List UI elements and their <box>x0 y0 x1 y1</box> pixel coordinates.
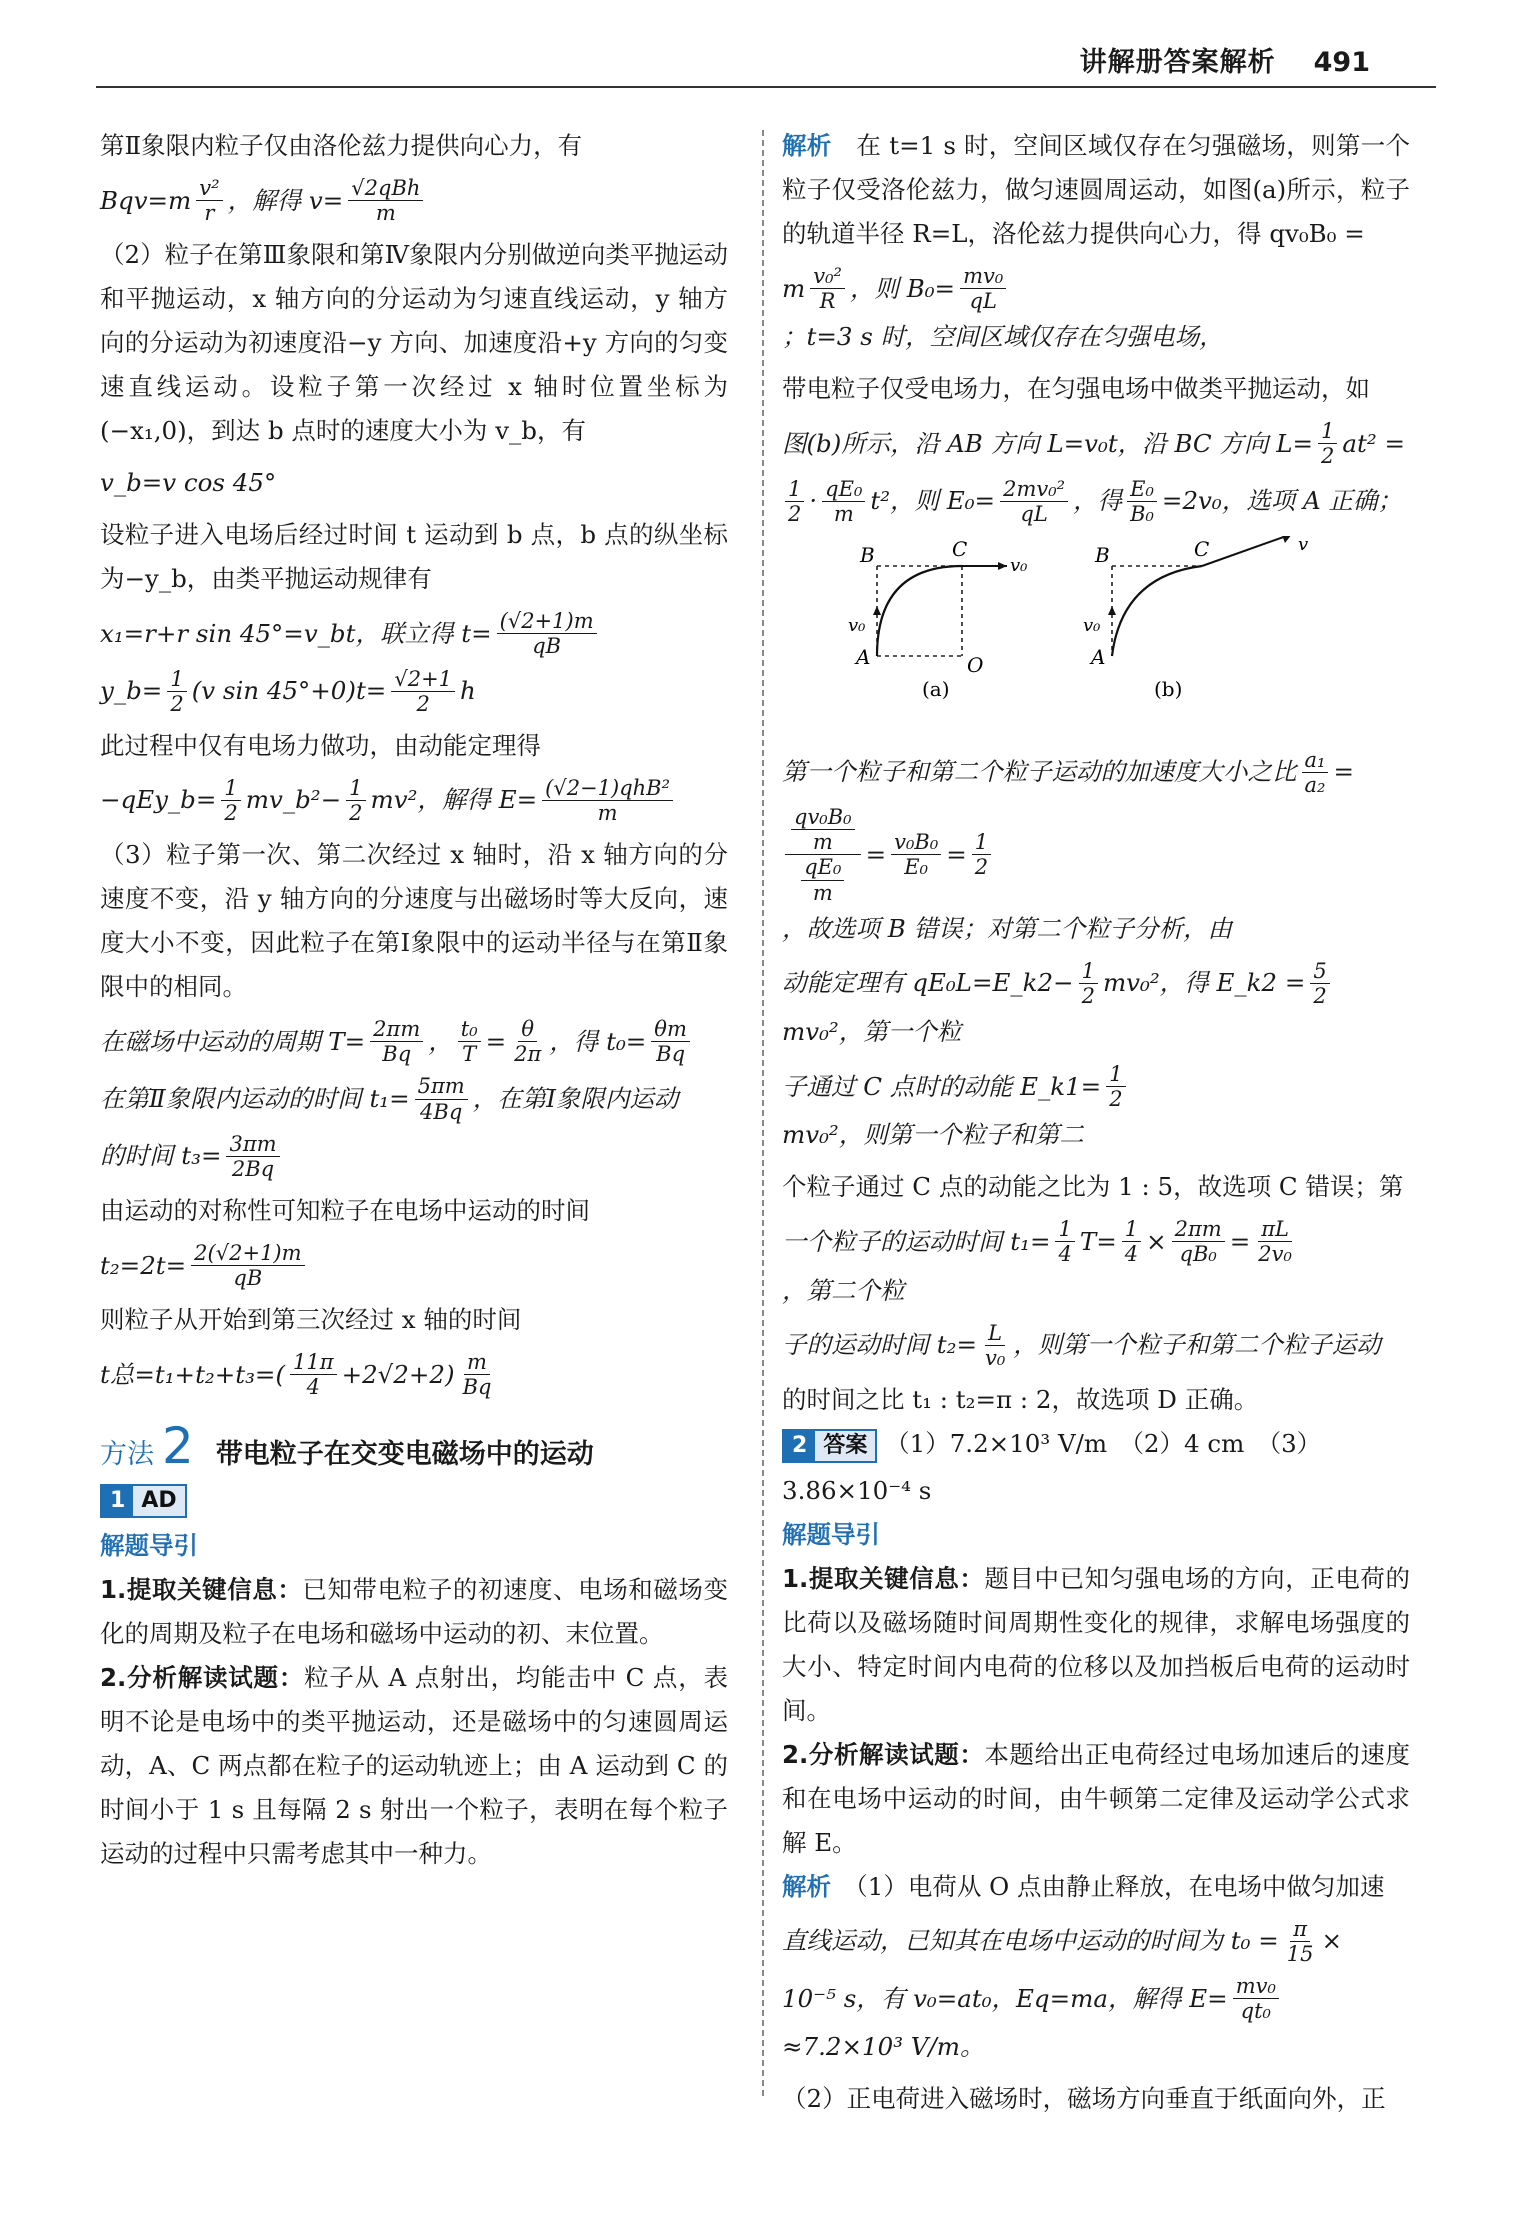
method-label: 方法 <box>100 1438 154 1470</box>
velocity-arrow-b <box>1202 536 1292 566</box>
left-column <box>100 124 728 1876</box>
method-title: 带电粒子在交变电磁场中的运动 <box>215 1438 594 1470</box>
equation: 一个粒子的运动时间 t₁= $\frac{1}{4}$ T= $\frac{1}{4}$ × $\frac{2\pi m}{\text{qB₀}}$ = $\frac{\pi L}{\text{2v₀}}$ ，第二个粒 <box>782 1217 1292 1305</box>
equation: Bqv=m $\frac{\text{v²}}{r}$ ，解得 v= $\frac{\text{√2qBh}}{m}$ <box>100 176 728 225</box>
label-v0-side-a: v₀ <box>848 614 866 636</box>
equation: 动能定理有 qE₀L=E_k2− $\frac{1}{2}$ mv₀²，得 E_k2 = $\frac{5}{2}$ mv₀²，第一个粒 <box>782 959 1410 1054</box>
equation: 第一个粒子和第二个粒子运动的加速度大小之比 $\frac{\text{a₁}}{\text{a₂}}$ = <box>782 747 1354 797</box>
paragraph: 解析 在 t=1 s 时，空间区域仅存在匀强磁场，则第一个粒子仅受洛伦兹力，做匀速圆周运动，如图(a)所示，粒子的轨道半径 R=L，洛伦兹力提供向心力，得 qv₀B₀ = <box>782 131 1410 248</box>
label-v0-a: v₀ <box>1010 554 1028 576</box>
equation: m $\frac{\text{v₀²}}{R}$ ，则 B₀= $\frac{\text{mv₀}}{qL}$ ；t=3 s 时，空间区域仅存在匀强电场， <box>782 264 1224 352</box>
equation: x₁=r+r sin 45°=v_bt，联立得 t= $\frac{(√2+1)m}{qB}$ <box>100 609 728 658</box>
analysis-label: 解析 <box>782 131 832 160</box>
paragraph: 第Ⅱ象限内粒子仅由洛伦兹力提供向心力，有 <box>100 131 583 160</box>
answer-badge: 1 AD <box>100 1484 187 1518</box>
arrowhead-b <box>1282 536 1292 543</box>
arrowhead-v0-a <box>873 606 881 615</box>
paragraph: 则粒子从开始到第三次经过 x 轴的时间 <box>100 1305 522 1335</box>
right-column <box>782 124 1410 2121</box>
caption-a: (a) <box>922 676 950 701</box>
trajectory-figure <box>782 536 1410 740</box>
label-o-a: O <box>967 652 984 677</box>
answer-content: （1）7.2×10³ V/m （2）4 cm （3）3.86×10⁻⁴ s <box>782 1428 1322 1505</box>
header-title: 讲解册答案解析 <box>1079 47 1276 78</box>
paragraph: 解析 （1）电荷从 O 点由静止释放，在电场中做匀加速 <box>782 1871 1385 1901</box>
paragraph: 设粒子进入电场后经过时间 t 运动到 b 点，b 点的纵坐标为−y_b，由类平抛运动规律有 <box>100 520 728 594</box>
equation: y_b= $\frac{1}{2}$ (v sin 45°+0)t= $\frac{√2+1}{2}$ h <box>100 666 476 716</box>
label-a-a: A <box>856 644 871 669</box>
equation: 图(b)所示，沿 AB 方向 L=v₀t，沿 BC 方向 L= $\frac{1}{2}$ at² = <box>782 419 1406 469</box>
answer-badge: 2 答案 <box>782 1429 877 1463</box>
equation: 直线运动，已知其在电场中运动的时间为 t₀ = $\frac{\pi}{15}$ × <box>782 1916 1343 1966</box>
page-header <box>1080 40 1370 79</box>
equation: t₂=2t= $\frac{2(√2+1)m}{qB}$ <box>100 1241 728 1290</box>
arrowhead-v0-b <box>1108 606 1116 615</box>
equation: 在磁场中运动的周期 T= $\frac{2\pi m}{Bq}$ ， $\frac{\text{t₀}}{T}$ = $\frac{\theta}{2\pi}$ ，得 t₀= $\frac{\theta m}{Bq}$ <box>100 1017 728 1066</box>
label-v0-side-b: v₀ <box>1083 614 1101 636</box>
paragraph: 此过程中仅有电场力做功，由动能定理得 <box>100 730 541 760</box>
column-divider <box>762 130 764 2096</box>
header-rule <box>96 86 1436 88</box>
method-number: 2 <box>162 1416 194 1475</box>
equation: 子通过 C 点时的动能 E_k1= $\frac{1}{2}$ mv₀²，则第一个粒子和第二 <box>782 1062 1410 1157</box>
guide-item: 2.分析解读试题：本题给出正电荷经过电场加速后的速度和在电场中运动的时间，由牛顿第二定律及运动学公式求解 E。 <box>782 1739 1410 1857</box>
equation: 子的运动时间 t₂= $\frac{L}{\text{v₀}}$ ，则第一个粒子和第二个粒子运动 <box>782 1320 1381 1370</box>
arc-trajectory <box>877 566 962 656</box>
equation: 10⁻⁵ s，有 v₀=at₀，Eq=ma，解得 E= $\frac{\text{mv₀}}{\text{qt₀}}$ ≈7.2×10³ V/m。 <box>782 1974 1410 2069</box>
paragraph: （2）正电荷进入磁场时，磁场方向垂直于纸面向外，正 <box>782 2084 1386 2114</box>
equation: 在第Ⅱ象限内运动的时间 t₁= $\frac{5\pi m}{4Bq}$ ，在第Ⅰ象限内运动 <box>100 1074 679 1124</box>
guide-item: 1.提取关键信息：题目中已知匀强电场的方向，正电荷的比荷以及磁场随时间周期性变化的规律，求解电场强度的大小、特定时间内电荷的位移以及加挡板后电荷的运动时间。 <box>782 1563 1410 1725</box>
label-c-b: C <box>1194 536 1210 561</box>
paragraph: （2）粒子在第Ⅲ象限和第Ⅳ象限内分别做逆向类平抛运动和平抛运动，x 轴方向的分运动为匀速直线运动，y 轴方向的分运动为初速度沿−y 方向、加速度沿+y 方向的匀变速直线运动。设粒子第一次经过 x 轴时位置坐标为(−x₁,0)，到达 b 点时的速度大小为 v_b，有 <box>100 240 728 446</box>
paragraph: （3）粒子第一次、第二次经过 x 轴时，沿 x 轴方向的分速度不变，沿 y 轴方向的分速度与出磁场时等大反向，速度大小不变，因此粒子在第Ⅰ象限中的运动半径与在第Ⅱ象限中的相同。 <box>100 840 728 1002</box>
equation: $\frac{\frac{\text{qv₀B₀}}{m}}{\frac{\text{qE₀}}{m}}$ = $\frac{\text{v₀B₀}}{\text{E₀}}$ = $\frac{1}{2}$ ，故选项 B 错误；对第二个粒子分析，由 <box>782 805 1233 943</box>
label-a-b: A <box>1091 644 1106 669</box>
guide-title: 解题导引 <box>100 1530 198 1560</box>
analysis-label: 解析 <box>782 1871 831 1901</box>
guide-item: 1.提取关键信息：已知带电粒子的初速度、电场和磁场变化的周期及粒子在电场和磁场中运动的初、末位置。 <box>100 1574 728 1648</box>
equation: v_b=v cos 45° <box>100 468 277 498</box>
page-number: 491 <box>1313 47 1370 78</box>
equation: $\frac{1}{2}$ · $\frac{\text{qE₀}}{m}$ t²，则 E₀= $\frac{\text{2mv₀²}}{qL}$ ，得 $\frac{\text{E₀}}{\text{B₀}}$ =2v₀，选项 A 正确； <box>782 477 1410 526</box>
paragraph: 的时间之比 t₁ : t₂=π : 2，故选项 D 正确。 <box>782 1384 1259 1414</box>
paragraph: 由运动的对称性可知粒子在电场中运动的时间 <box>100 1195 590 1225</box>
label-c-a: C <box>952 536 968 561</box>
guide-title: 解题导引 <box>782 1519 880 1549</box>
method-heading <box>100 1416 728 1477</box>
answer-line <box>782 1422 1410 1513</box>
label-v-b: v <box>1298 535 1309 555</box>
arrowhead-a <box>998 562 1007 570</box>
parabola-trajectory <box>1112 566 1202 656</box>
label-b-a: B <box>860 542 875 567</box>
trajectory-diagram <box>782 536 1342 726</box>
paragraph: 个粒子通过 C 点的动能之比为 1 : 5，故选项 C 错误；第 <box>782 1172 1404 1202</box>
paragraph: 带电粒子仅受电场力，在匀强电场中做类平抛运动，如 <box>782 374 1370 404</box>
equation: t总=t₁+t₂+t₃=( $\frac{11\pi}{4}$ +2√2+2) $\frac{m}{Bq}$ <box>100 1350 492 1400</box>
guide-item: 2.分析解读试题：粒子从 A 点射出，均能击中 C 点，表明不论是电场中的类平抛运动，还是磁场中的匀速圆周运动，A、C 两点都在粒子的运动轨迹上；由 A 运动到 C 的时间小于 1 s 且每隔 2 s 射出一个粒子，表明在每个粒子运动的过程中只需考虑其中一种力。 <box>100 1662 728 1868</box>
equation: −qEy_b= $\frac{1}{2}$ mv_b²− $\frac{1}{2}$ mv²，解得 E= $\frac{\text{(√2−1)qhB²}}{m}$ <box>100 776 728 825</box>
label-b-b: B <box>1095 542 1110 567</box>
caption-b: (b) <box>1154 676 1183 701</box>
equation: 的时间 t₃= $\frac{3\pi m}{2Bq}$ <box>100 1132 728 1181</box>
